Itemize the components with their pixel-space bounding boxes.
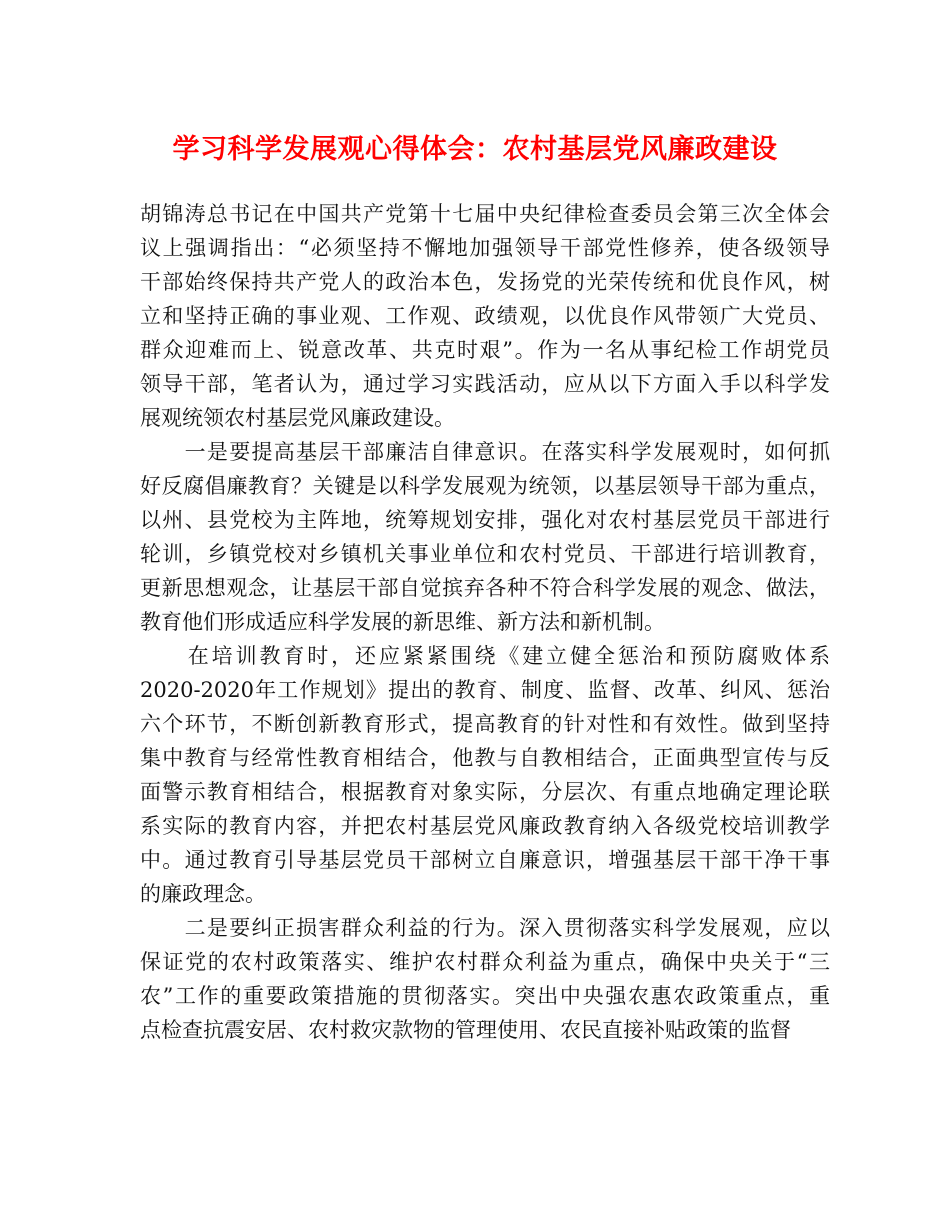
paragraph-line: 农”工作的重要政策措施的贯彻落实。突出中央强农惠农政策重点，重 (140, 984, 830, 1008)
paragraph-line: 保证党的农村政策落实、维护农村群众利益为重点，确保中央关于“三 (140, 950, 830, 974)
paragraph-line: 点检查抗震安居、农村救灾款物的管理使用、农民直接补贴政策的监督 (140, 1018, 791, 1042)
paragraph-line: 好反腐倡廉教育？关键是以科学发展观为统领，以基层领导干部为重点， (140, 474, 830, 498)
paragraph-line: 胡锦涛总书记在中国共产党第十七届中央纪律检查委员会第三次全体会 (140, 202, 830, 226)
paragraph-line: 集中教育与经常性教育相结合，他教与自教相结合，正面典型宣传与反 (140, 746, 830, 770)
paragraph-line: 在培训教育时，还应紧紧围绕《建立健全惩治和预防腐败体系 (140, 644, 830, 668)
paragraph-line: 议上强调指出：“必须坚持不懈地加强领导干部党性修养，使各级领导 (140, 236, 830, 260)
paragraph-line: 轮训，乡镇党校对乡镇机关事业单位和农村党员、干部进行培训教育， (140, 542, 830, 566)
paragraph-line: 更新思想观念，让基层干部自觉摈弃各种不符合科学发展的观念、做法， (140, 576, 830, 600)
paragraph-line: 2020-2020年工作规划》提出的教育、制度、监督、改革、纠风、惩治 (140, 678, 830, 702)
paragraph-line: 展观统领农村基层党风廉政建设。 (140, 406, 455, 430)
paragraph-line: 领导干部，笔者认为，通过学习实践活动，应从以下方面入手以科学发 (140, 372, 830, 396)
paragraph-line: 面警示教育相结合，根据教育对象实际，分层次、有重点地确定理论联 (140, 780, 830, 804)
paragraph-line: 以州、县党校为主阵地，统筹规划安排，强化对农村基层党员干部进行 (140, 508, 830, 532)
paragraph-line: 的廉政理念。 (140, 882, 266, 906)
paragraph-line: 立和坚持正确的事业观、工作观、政绩观，以优良作风带领广大党员、 (140, 304, 830, 328)
paragraph-line: 教育他们形成适应科学发展的新思维、新方法和新机制。 (140, 610, 665, 634)
paragraph-line: 群众迎难而上、锐意改革、共克时艰”。作为一名从事纪检工作胡党员 (140, 338, 830, 362)
paragraph-line: 干部始终保持共产党人的政治本色，发扬党的光荣传统和优良作风，树 (140, 270, 830, 294)
document-title: 学习科学发展观心得体会：农村基层党风廉政建设 (172, 134, 778, 165)
paragraph-line: 六个环节，不断创新教育形式，提高教育的针对性和有效性。做到坚持 (140, 712, 830, 736)
paragraph-line: 二是要纠正损害群众利益的行为。深入贯彻落实科学发展观，应以 (140, 916, 830, 940)
paragraph-line: 系实际的教育内容，并把农村基层党风廉政教育纳入各级党校培训教学 (140, 814, 830, 838)
paragraph-line: 中。通过教育引导基层党员干部树立自廉意识，增强基层干部干净干事 (140, 848, 830, 872)
paragraph-line: 一是要提高基层干部廉洁自律意识。在落实科学发展观时，如何抓 (140, 440, 830, 464)
